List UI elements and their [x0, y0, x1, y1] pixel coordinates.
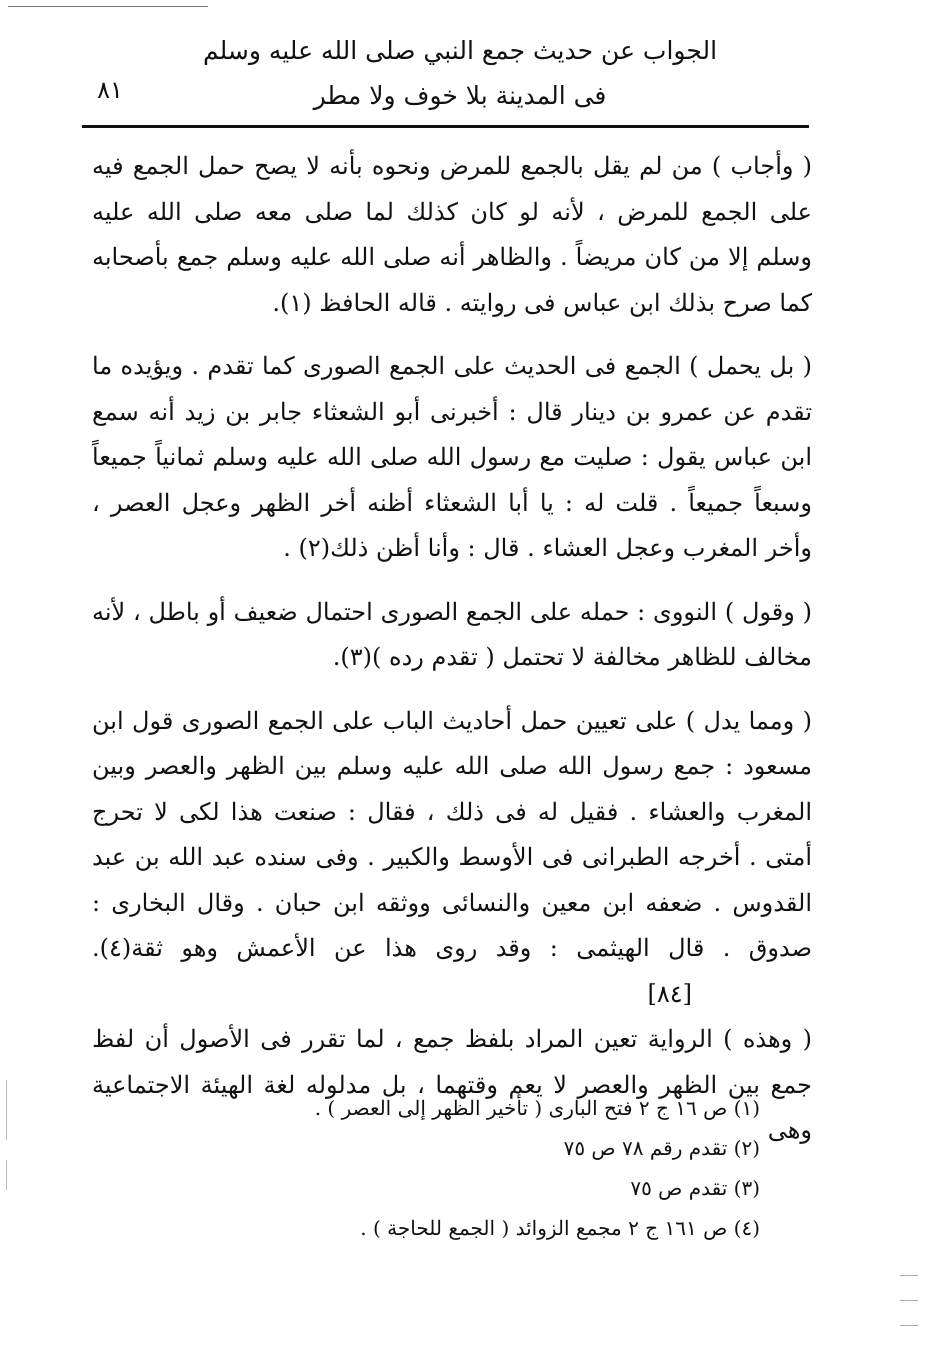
page-number: ٨١: [97, 76, 123, 104]
paragraph-4-text: ( ومما يدل ) على تعيين حمل أحاديث الباب على الجمع الصورى قول ابن مسعود : جمع رسول الله صلى الله عليه وسلم بين الظهر والعصر وبين المغرب والعشاء . فقيل له فى ذلك ، فقال : صنعت هذا لكى لا تحرج أمتى . أخرجه الطبرانى فى الأوسط والكبير . وفى سنده عبد الله بن عبد القدوس . ضعفه ابن معين والنسائى ووثقه ابن حبان . وقال البخارى : صدوق . قال الهيثمى : وقد روى هذا عن الأعمش وهو ثقة(٤).: [92, 706, 812, 962]
scan-margin-dash: [900, 1300, 918, 1301]
footnote-3: (٣) تقدم ص ٧٥: [630, 1176, 760, 1200]
paragraph-number-marker: [٨٤]: [647, 979, 692, 1008]
header-title-line-1: الجواب عن حديث جمع النبي صلى الله عليه وسلم: [202, 36, 718, 65]
paragraph-3: ( وقول ) النووى : حمله على الجمع الصورى احتمال ضعيف أو باطل ، لأنه مخالف للظاهر مخالفة لا تحتمل ( تقدم رده )(٣).: [92, 597, 812, 671]
scan-margin-mark: [6, 1080, 7, 1140]
scan-margin-mark: [6, 1160, 7, 1190]
paragraph-5: ( وهذه ) الرواية تعين المراد بلفظ جمع ، لما تقرر فى الأصول أن لفظ جمع بين الظهر والعصر لا يعم وقتهما ، بل مدلوله لغة الهيئة الاجتماعية وهى: [92, 1025, 812, 1144]
paragraph-1: ( وأجاب ) من لم يقل بالجمع للمرض ونحوه بأنه لا يصح حمل الجمع فيه على الجمع للمرض ، لأنه لو كان كذلك لما صلى معه صلى الله عليه وسلم إلا من كان مريضاً . والظاهر أنه صلى الله عليه وسلم جمع بأصحابه كما صرح بذلك ابن عباس فى روايته . قاله الحافظ (١).: [92, 152, 813, 317]
header-divider: [82, 125, 809, 128]
footnote-4: (٤) ص ١٦١ ج ٢ مجمع الزوائد ( الجمع للحاجة ) .: [360, 1216, 760, 1240]
scan-margin-dash: [900, 1325, 918, 1326]
footnote-2: (٢) تقدم رقم ٧٨ ص ٧٥: [563, 1136, 760, 1160]
header-title-line-2: فى المدينة بلا خوف ولا مطر: [313, 81, 607, 110]
main-text: [92, 144, 812, 1154]
footnote-1: (١) ص ١٦ ج ٢ فتح البارى ( تأخير الظهر إلى العصر ) .: [314, 1096, 760, 1120]
paragraph-2: ( بل يحمل ) الجمع فى الحديث على الجمع الصورى كما تقدم . ويؤيده ما تقدم عن عمرو بن دينار قال : أخبرنى أبو الشعثاء جابر بن زيد أنه سمع ابن عباس يقول : صليت مع رسول الله صلى الله عليه وسلم ثمانياً جميعاً وسبعاً جميعاً . قلت له : يا أبا الشعثاء أظنه أخر الظهر وعجل العصر ، وأخر المغرب وعجل العشاء . قال : وأنا أظن ذلك(٢) .: [92, 352, 812, 562]
paragraph-4: [92, 699, 812, 1018]
scan-margin-dash: [900, 1275, 918, 1276]
running-header: [180, 28, 740, 118]
footnotes: [150, 1088, 760, 1248]
